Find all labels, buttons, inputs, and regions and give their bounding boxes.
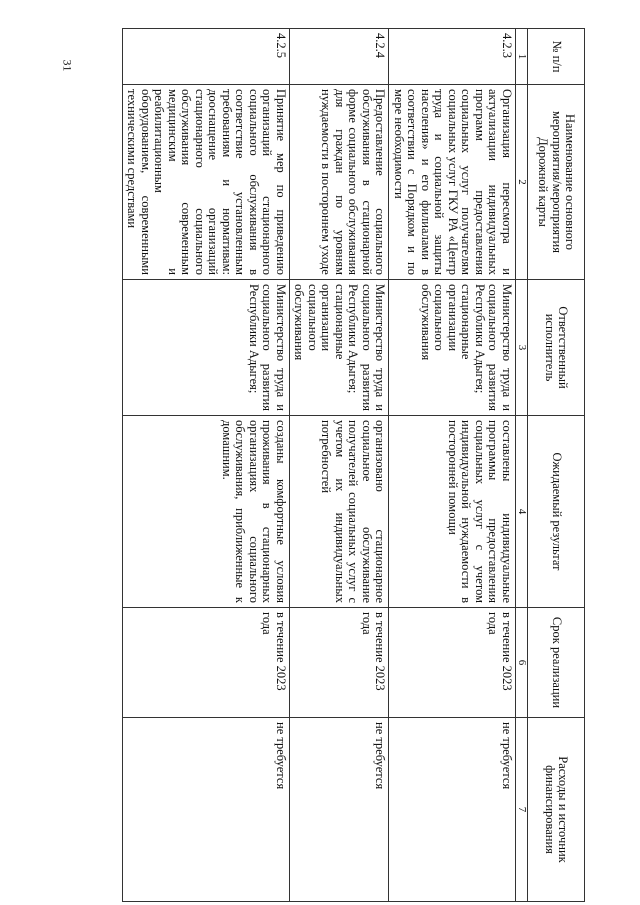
- term: в течение 2023 года: [123, 608, 290, 718]
- activity-name: Принятие мер по приведению организаций стационарного социального обслуживания в соответствие установленным требованиям и нормативам: дооснащение организаций стационарного социального обслуживания современным медицинским и реабилитационным оборудованием, современными техническими средствами: [123, 85, 290, 280]
- page-number: 31: [60, 59, 75, 72]
- finance: не требуется: [290, 718, 390, 902]
- term: в течение 2023 года: [290, 608, 390, 718]
- header-row: [528, 29, 585, 902]
- header-executor: Ответственный исполнитель: [528, 280, 585, 416]
- term: в течение 2023 года: [389, 608, 516, 718]
- row-number: 4.2.5: [123, 29, 290, 85]
- column-number: 7: [516, 718, 528, 902]
- table-row: [389, 29, 516, 902]
- expected-result: созданы комфортные условия проживания в стационарных организациях социального обслуживания, приближенные к домашним.: [123, 416, 290, 608]
- header-num: № п/п: [528, 29, 585, 85]
- rotated-page-content: [108, 28, 585, 901]
- expected-result: организовано стационарное социальное обслуживание получателей социальных услуг с учетом их индивидуальных потребностей: [290, 416, 390, 608]
- column-number: 3: [516, 280, 528, 416]
- executor-text: Министерство труда и социального развития Республики Адыгея; стационарные организации социального обслуживания: [292, 284, 388, 411]
- column-number-row: [516, 29, 528, 902]
- header-name: Наименование основного мероприятия/мероприятия Дорожной карты: [528, 85, 585, 280]
- activity-name: Организация пересмотра и актуализации индивидуальных программ предоставления социальных услуг получателям социальных услуг ГКУ РА «Центр труда и социальной защиты населения» и его филиалами в соответствии с Порядком и по мере необходимости: [389, 85, 516, 280]
- table-row: [290, 29, 390, 902]
- executor: Министерство труда и социального развития Республики Адыгея;: [123, 280, 290, 416]
- executor: [389, 280, 516, 416]
- table-row: [123, 29, 290, 902]
- executor-text: Министерство труда и социального развития Республики Адыгея; стационарные организации социального обслуживания: [419, 284, 514, 411]
- header-finance: Расходы и источник финансирования: [528, 718, 585, 902]
- column-number: 1: [516, 29, 528, 85]
- row-number: 4.2.3: [389, 29, 516, 85]
- column-number: 6: [516, 608, 528, 718]
- row-number: 4.2.4: [290, 29, 390, 85]
- finance: не требуется: [389, 718, 516, 902]
- executor: [290, 280, 390, 416]
- expected-result: составлены индивидуальные программы предоставления социальных услуг с учетом индивидуальной нуждаемости в посторонней помощи: [389, 416, 516, 608]
- column-number: 2: [516, 85, 528, 280]
- finance: не требуется: [123, 718, 290, 902]
- activity-name: Предоставление социального обслуживания в стационарной форме социального обслуживания для граждан по уровням нуждаемости в постороннем уходе: [290, 85, 390, 280]
- column-number: 4: [516, 416, 528, 608]
- roadmap-table: [122, 28, 585, 902]
- header-term: Срок реализации: [528, 608, 585, 718]
- header-result: Ожидаемый результат: [528, 416, 585, 608]
